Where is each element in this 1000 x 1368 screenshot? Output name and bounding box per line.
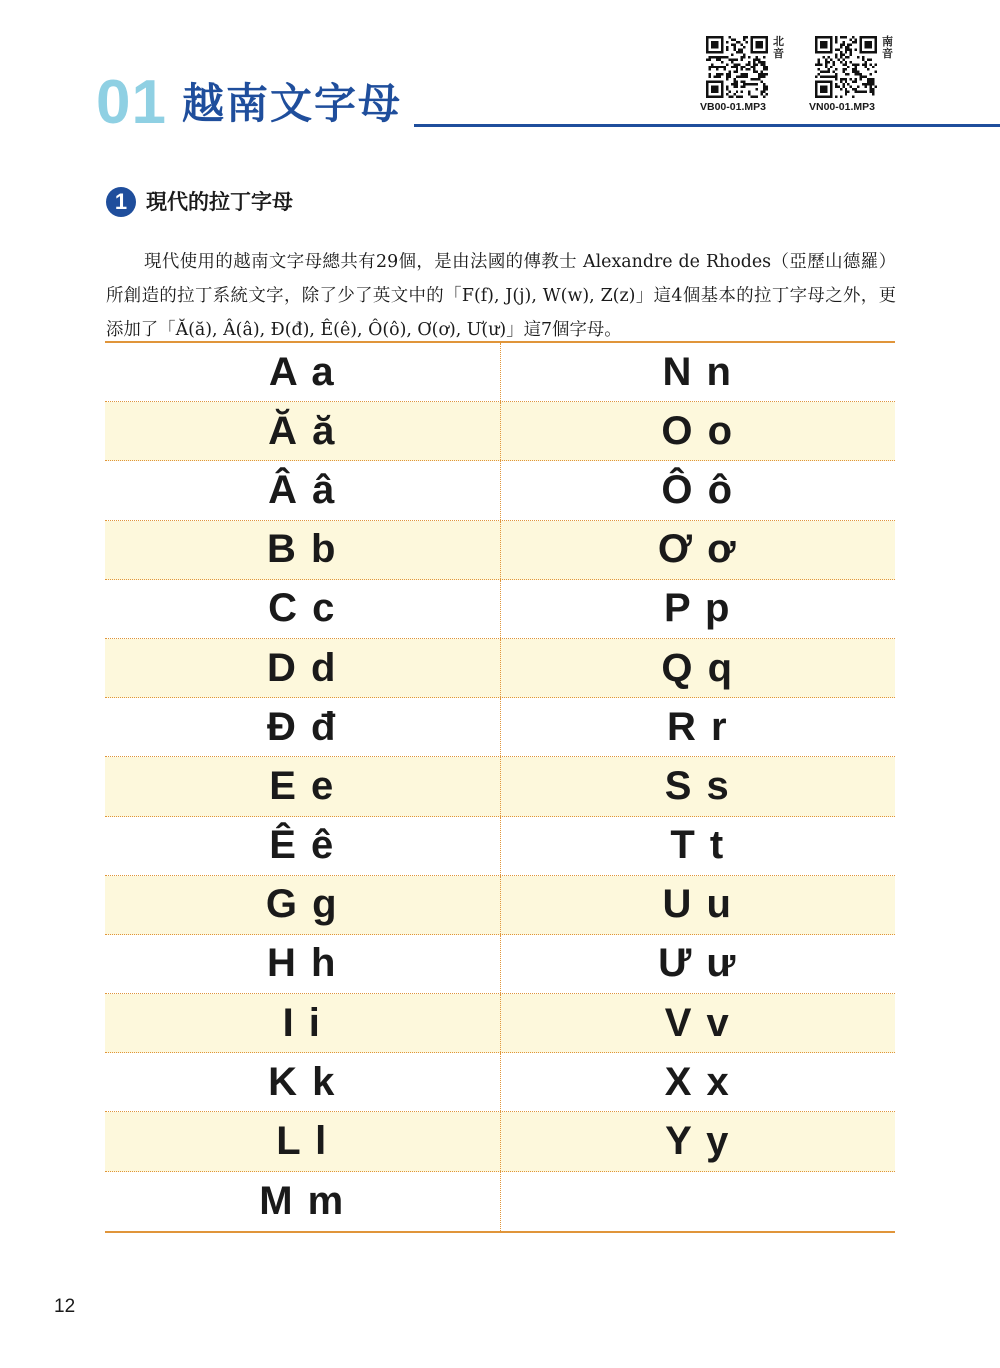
audio-file-label: VN00-01.MP3 bbox=[809, 101, 875, 113]
letter-pair-cell: P p bbox=[663, 586, 732, 631]
table-row bbox=[105, 935, 895, 994]
chapter-title: 越南文字母 bbox=[182, 79, 403, 128]
letter-pair-cell: S s bbox=[664, 763, 731, 808]
letter-pair-cell: N n bbox=[662, 349, 733, 394]
table-row bbox=[105, 461, 895, 520]
table-row bbox=[105, 1112, 895, 1171]
letter-pair-cell: Â â bbox=[105, 461, 501, 519]
letter-pair-cell: Ă ă bbox=[105, 402, 501, 460]
page-number: 12 bbox=[54, 1296, 76, 1317]
letter-pair-cell: H h bbox=[105, 935, 501, 993]
letter-pair-cell: G g bbox=[105, 876, 501, 934]
letter-pair-cell: Ô ô bbox=[661, 467, 735, 512]
letter-pair-cell: K k bbox=[105, 1053, 501, 1111]
letter-pair-cell: B b bbox=[105, 521, 501, 579]
letter-pair-cell: T t bbox=[670, 823, 726, 868]
title-rule bbox=[414, 124, 1000, 127]
letter-pair-cell: U u bbox=[662, 882, 733, 927]
table-row bbox=[105, 698, 895, 757]
letter-pair-cell: C c bbox=[105, 580, 501, 638]
letter-pair-cell: Đ đ bbox=[105, 698, 501, 756]
letter-pair-cell: Ơ ơ bbox=[657, 527, 738, 572]
qr-block-north bbox=[700, 35, 796, 120]
table-row bbox=[105, 876, 895, 935]
table-row bbox=[105, 343, 895, 402]
letter-pair-cell: O o bbox=[661, 408, 735, 453]
qr-code-icon[interactable] bbox=[815, 36, 877, 98]
table-row bbox=[105, 580, 895, 639]
qr-side-label: 北音 bbox=[773, 35, 784, 60]
letter-pair-cell: M m bbox=[105, 1172, 501, 1231]
table-row bbox=[105, 817, 895, 876]
chapter-number: 01 bbox=[96, 68, 167, 137]
letter-pair-cell bbox=[501, 1172, 896, 1231]
table-row bbox=[105, 994, 895, 1053]
letter-pair-cell: Q q bbox=[661, 645, 735, 690]
letter-pair-cell: E e bbox=[105, 757, 501, 815]
letter-pair-cell: A a bbox=[105, 343, 501, 401]
letter-pair-cell: Ư ư bbox=[658, 941, 738, 986]
intro-paragraph: 現代使用的越南文字母總共有29個，是由法國的傳教士 Alexandre de Rhodes（亞歷山德羅）所創造的拉丁系統文字，除了少了英文中的「F(f), J(j), W(w), Z(z)」這4個基本的拉丁字母之外，更添加了「Ă(ă), Â(â), Đ(đ), Ê(ê), Ô(ô), Ơ(ơ), Ư(ư)」這7個字母。 bbox=[106, 252, 896, 341]
qr-code-icon[interactable] bbox=[706, 36, 768, 98]
letter-pair-cell: Y y bbox=[665, 1119, 731, 1164]
audio-file-label: VB00-01.MP3 bbox=[700, 101, 766, 113]
section-title: 現代的拉丁字母 bbox=[146, 190, 293, 214]
alphabet-table bbox=[105, 341, 895, 1233]
table-row bbox=[105, 1053, 895, 1112]
letter-pair-cell: Ê ê bbox=[105, 817, 501, 875]
letter-pair-cell: X x bbox=[664, 1059, 731, 1104]
letter-pair-cell: I i bbox=[105, 994, 501, 1052]
table-row bbox=[105, 757, 895, 816]
letter-pair-cell: R r bbox=[666, 704, 729, 749]
table-row bbox=[105, 521, 895, 580]
qr-side-label: 南音 bbox=[882, 35, 893, 60]
section-number-badge: 1 bbox=[106, 187, 136, 217]
table-row bbox=[105, 639, 895, 698]
qr-block-south bbox=[809, 35, 905, 120]
letter-pair-cell: L l bbox=[105, 1112, 501, 1170]
letter-pair-cell: V v bbox=[664, 1000, 731, 1045]
table-row bbox=[105, 1172, 895, 1231]
table-row bbox=[105, 402, 895, 461]
letter-pair-cell: D d bbox=[105, 639, 501, 697]
